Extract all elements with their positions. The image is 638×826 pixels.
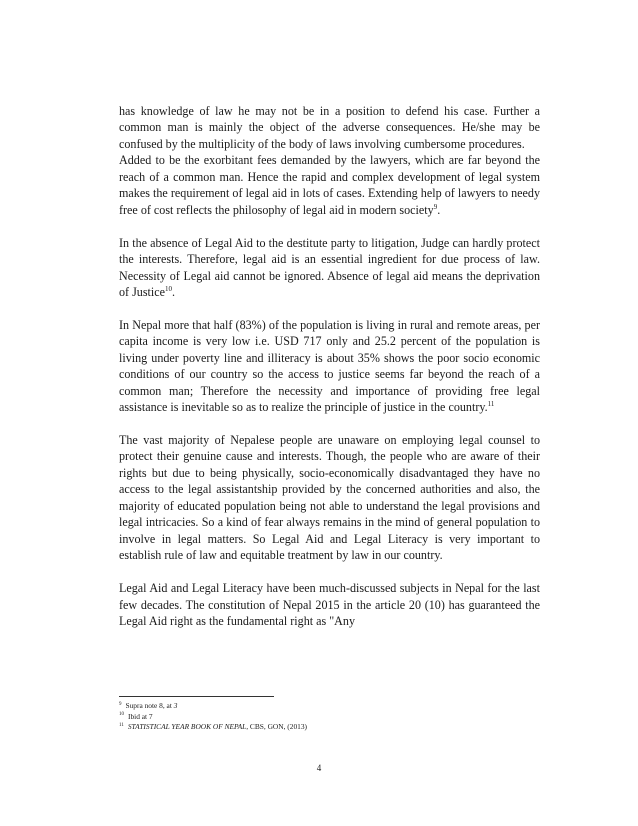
paragraph-1: has knowledge of law he may not be in a position to defend his case. Further a common man is mainly the object of the adverse consequences. He/she may be confused by the multiplicity of the body of laws involving cumbersome procedures. (119, 104, 540, 151)
footnote-divider (119, 696, 274, 697)
footnote-ref-9[interactable]: 9 (433, 202, 438, 211)
footnote-number: 11 (119, 722, 124, 728)
footnote-9: $^9$ Supra note 8, at 3 (119, 701, 178, 710)
footnote-number: 9 (119, 701, 122, 707)
paragraph-6: Legal Aid and Legal Literacy have been much-discussed subjects in Nepal for the last few decades. The constitution of Nepal 2015 in the article 20 (10) has guaranteed the Legal Aid right as the fundamental right as "Any (119, 581, 540, 628)
body-text (119, 103, 540, 629)
footnote-number: 10 (119, 712, 124, 718)
page-number: 4 (316, 763, 322, 773)
paragraph-5: The vast majority of Nepalese people are unaware on employing legal counsel to protect their genuine cause and interests. Though, the people who are aware of their rights but due to being physically, socio-economically disadvantaged they have no access to the legal assistantship provided by the concerned authorities and also, the majority of educated population being not able to understand the legal provisions and legal intricacies. So a kind of fear always remains in the mind of general population to involve in legal matters. So Legal Aid and Legal Literacy is very important to establish rule of law and equitable treatment by law in our country. (119, 433, 540, 563)
paragraph-4: In Nepal more that half (83%) of the population is living in rural and remote areas, per capita income is very low i.e. USD 717 only and 25.2 percent of the population is living under poverty line and illiteracy is about 35% shows the poor socio economic conditions of our country so the access to justice seems far beyond the reach of a common man; Therefore the necessity and importance of providing free legal assistance is inevitable so as to realize the principle of justice in the country.$^{11}$ (119, 317, 540, 415)
footnote-10: $^{10}$ Ibid at 7 (119, 711, 153, 721)
paragraph-3: In the absence of Legal Aid to the destitute party to litigation, Judge can hardly protect the interests. Therefore, legal aid is an essential ingredient for due process of law. Necessity of Legal aid cannot be ignored. Absence of legal aid means the deprivation of Justice$^{10}$. (119, 235, 540, 299)
footnote-ref-10[interactable]: 10 (165, 284, 173, 293)
footnote-ref-11[interactable]: 11 (487, 400, 495, 409)
paragraph-2: Added to be the exorbitant fees demanded by the lawyers, which are far beyond the reach of a common man. Hence the rapid and complex development of legal system makes the requirement of legal aid in lots of cases. Extending help of lawyers to needy free of cost reflects the philosophy of legal aid in modern society$^9$. (119, 153, 540, 217)
footnotes (119, 696, 539, 733)
footnote-11: $^{11}$ STATISTICAL YEAR BOOK OF NEPAL, CBS, GON, (2013) (119, 722, 308, 732)
